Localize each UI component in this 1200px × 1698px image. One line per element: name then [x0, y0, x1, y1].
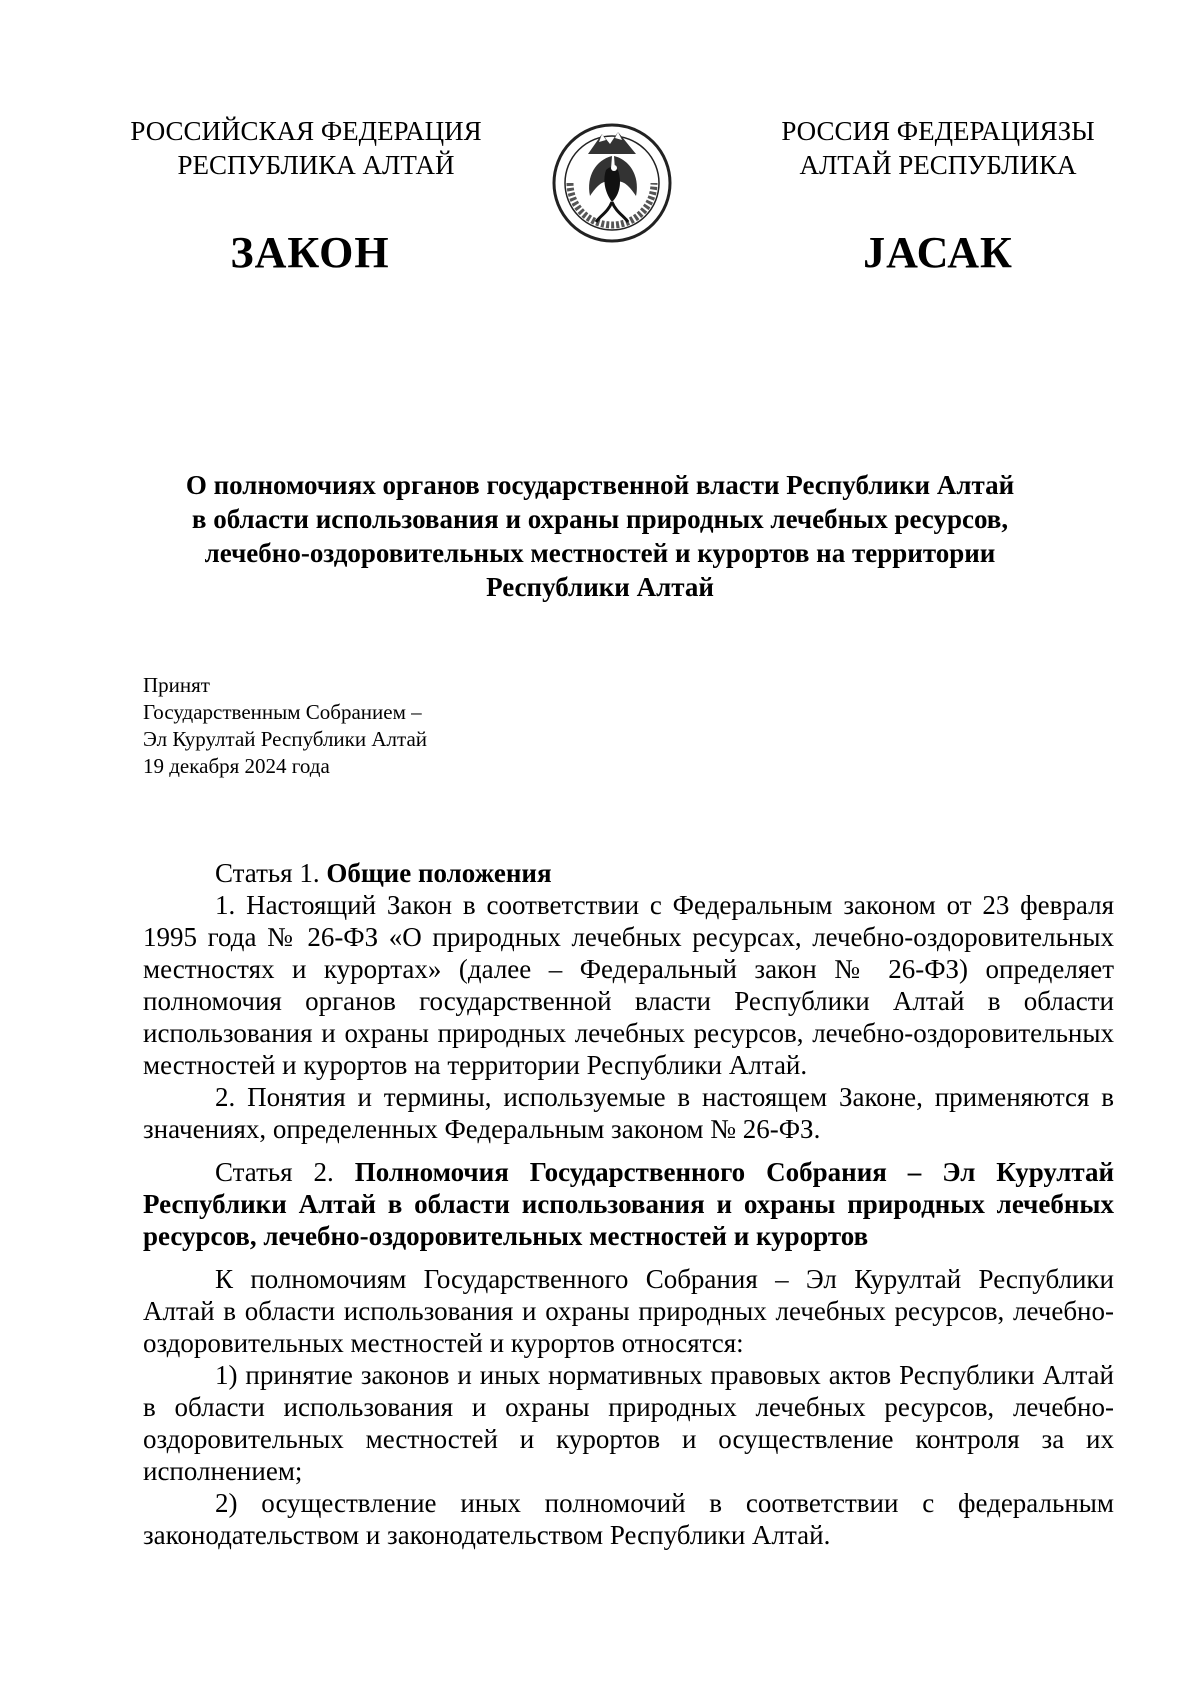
document-title-line-4: Республики Алтай [486, 572, 714, 602]
adoption-line-2: Государственным Собранием – [143, 700, 422, 724]
article-2-title: Полномочия Государственного Собрания – Эл Курултай Республики Алтай в области использования и охраны природных лечебных ресурсов, лечебно-оздоровительных местностей и курортов [143, 1157, 1114, 1251]
adoption-block [143, 672, 563, 780]
header-russian-line-2: РЕСПУБЛИКА АЛТАЙ [177, 150, 455, 180]
document-title-line-1: О полномочиях органов государственной власти Республики Алтай [185, 470, 1015, 500]
article-2-number: Статья 2. [215, 1157, 355, 1187]
document-title-line-2: в области использования и охраны природных лечебных ресурсов, [191, 504, 1009, 534]
header-russian-line-1: РОССИЙСКАЯ ФЕДЕРАЦИЯ [130, 116, 482, 146]
article-2-item-1: 1) принятие законов и иных нормативных правовых актов Республики Алтай в области использования и охраны природных лечебных ресурсов, лечебно-оздоровительных местностей и курортов и осуществление контроля за их исполнением; [143, 1360, 1114, 1486]
article-2-item-2: 2) осуществление иных полномочий в соответствии с федеральным законодательством и законодательством Республики Алтай. [143, 1488, 1114, 1550]
document-title-line-3: лечебно-оздоровительных местностей и курортов на территории [204, 538, 996, 568]
article-1-paragraph-2: 2. Понятия и термины, используемые в настоящем Законе, применяются в значениях, определенных Федеральным законом № 26-ФЗ. [143, 1082, 1114, 1144]
article-1-heading [143, 857, 1114, 889]
law-body [143, 857, 1114, 1551]
law-title-russian: ЗАКОН [230, 228, 390, 277]
article-2-intro: К полномочиям Государственного Собрания – Эл Курултай Республики Алтай в области использования и охраны природных лечебных ресурсов, лечебно-оздоровительных местностей и курортов относятся: [143, 1264, 1114, 1358]
law-title-altai: JАСАК [863, 228, 1013, 277]
coat-of-arms-icon [550, 110, 674, 256]
adoption-date: 19 декабря 2024 года [143, 754, 330, 778]
article-1-title: Общие положения [326, 858, 552, 888]
header-altai-line-2: АЛТАЙ РЕСПУБЛИКА [799, 150, 1077, 180]
header-russian [96, 114, 516, 182]
document-title [120, 468, 1080, 604]
header-altai [728, 114, 1148, 182]
header-altai-line-1: РОССИЯ ФЕДЕРАЦИЯЗЫ [781, 116, 1095, 146]
article-1-paragraph-1: 1. Настоящий Закон в соответствии с Федеральным законом от 23 февраля 1995 года № 26-ФЗ «О природных лечебных ресурсах, лечебно-оздоровительных местностях и курортах» (далее – Федеральный закон № 26-ФЗ) определяет полномочия органов государственной власти Республики Алтай в области использования и охраны природных лечебных ресурсов, лечебно-оздоровительных местностей и курортов на территории Республики Алтай. [143, 890, 1114, 1080]
article-1-number: Статья 1. [215, 858, 327, 888]
adoption-line-3: Эл Курултай Республики Алтай [143, 727, 428, 751]
article-2-heading [143, 1156, 1114, 1252]
adoption-line-1: Принят [143, 673, 210, 697]
